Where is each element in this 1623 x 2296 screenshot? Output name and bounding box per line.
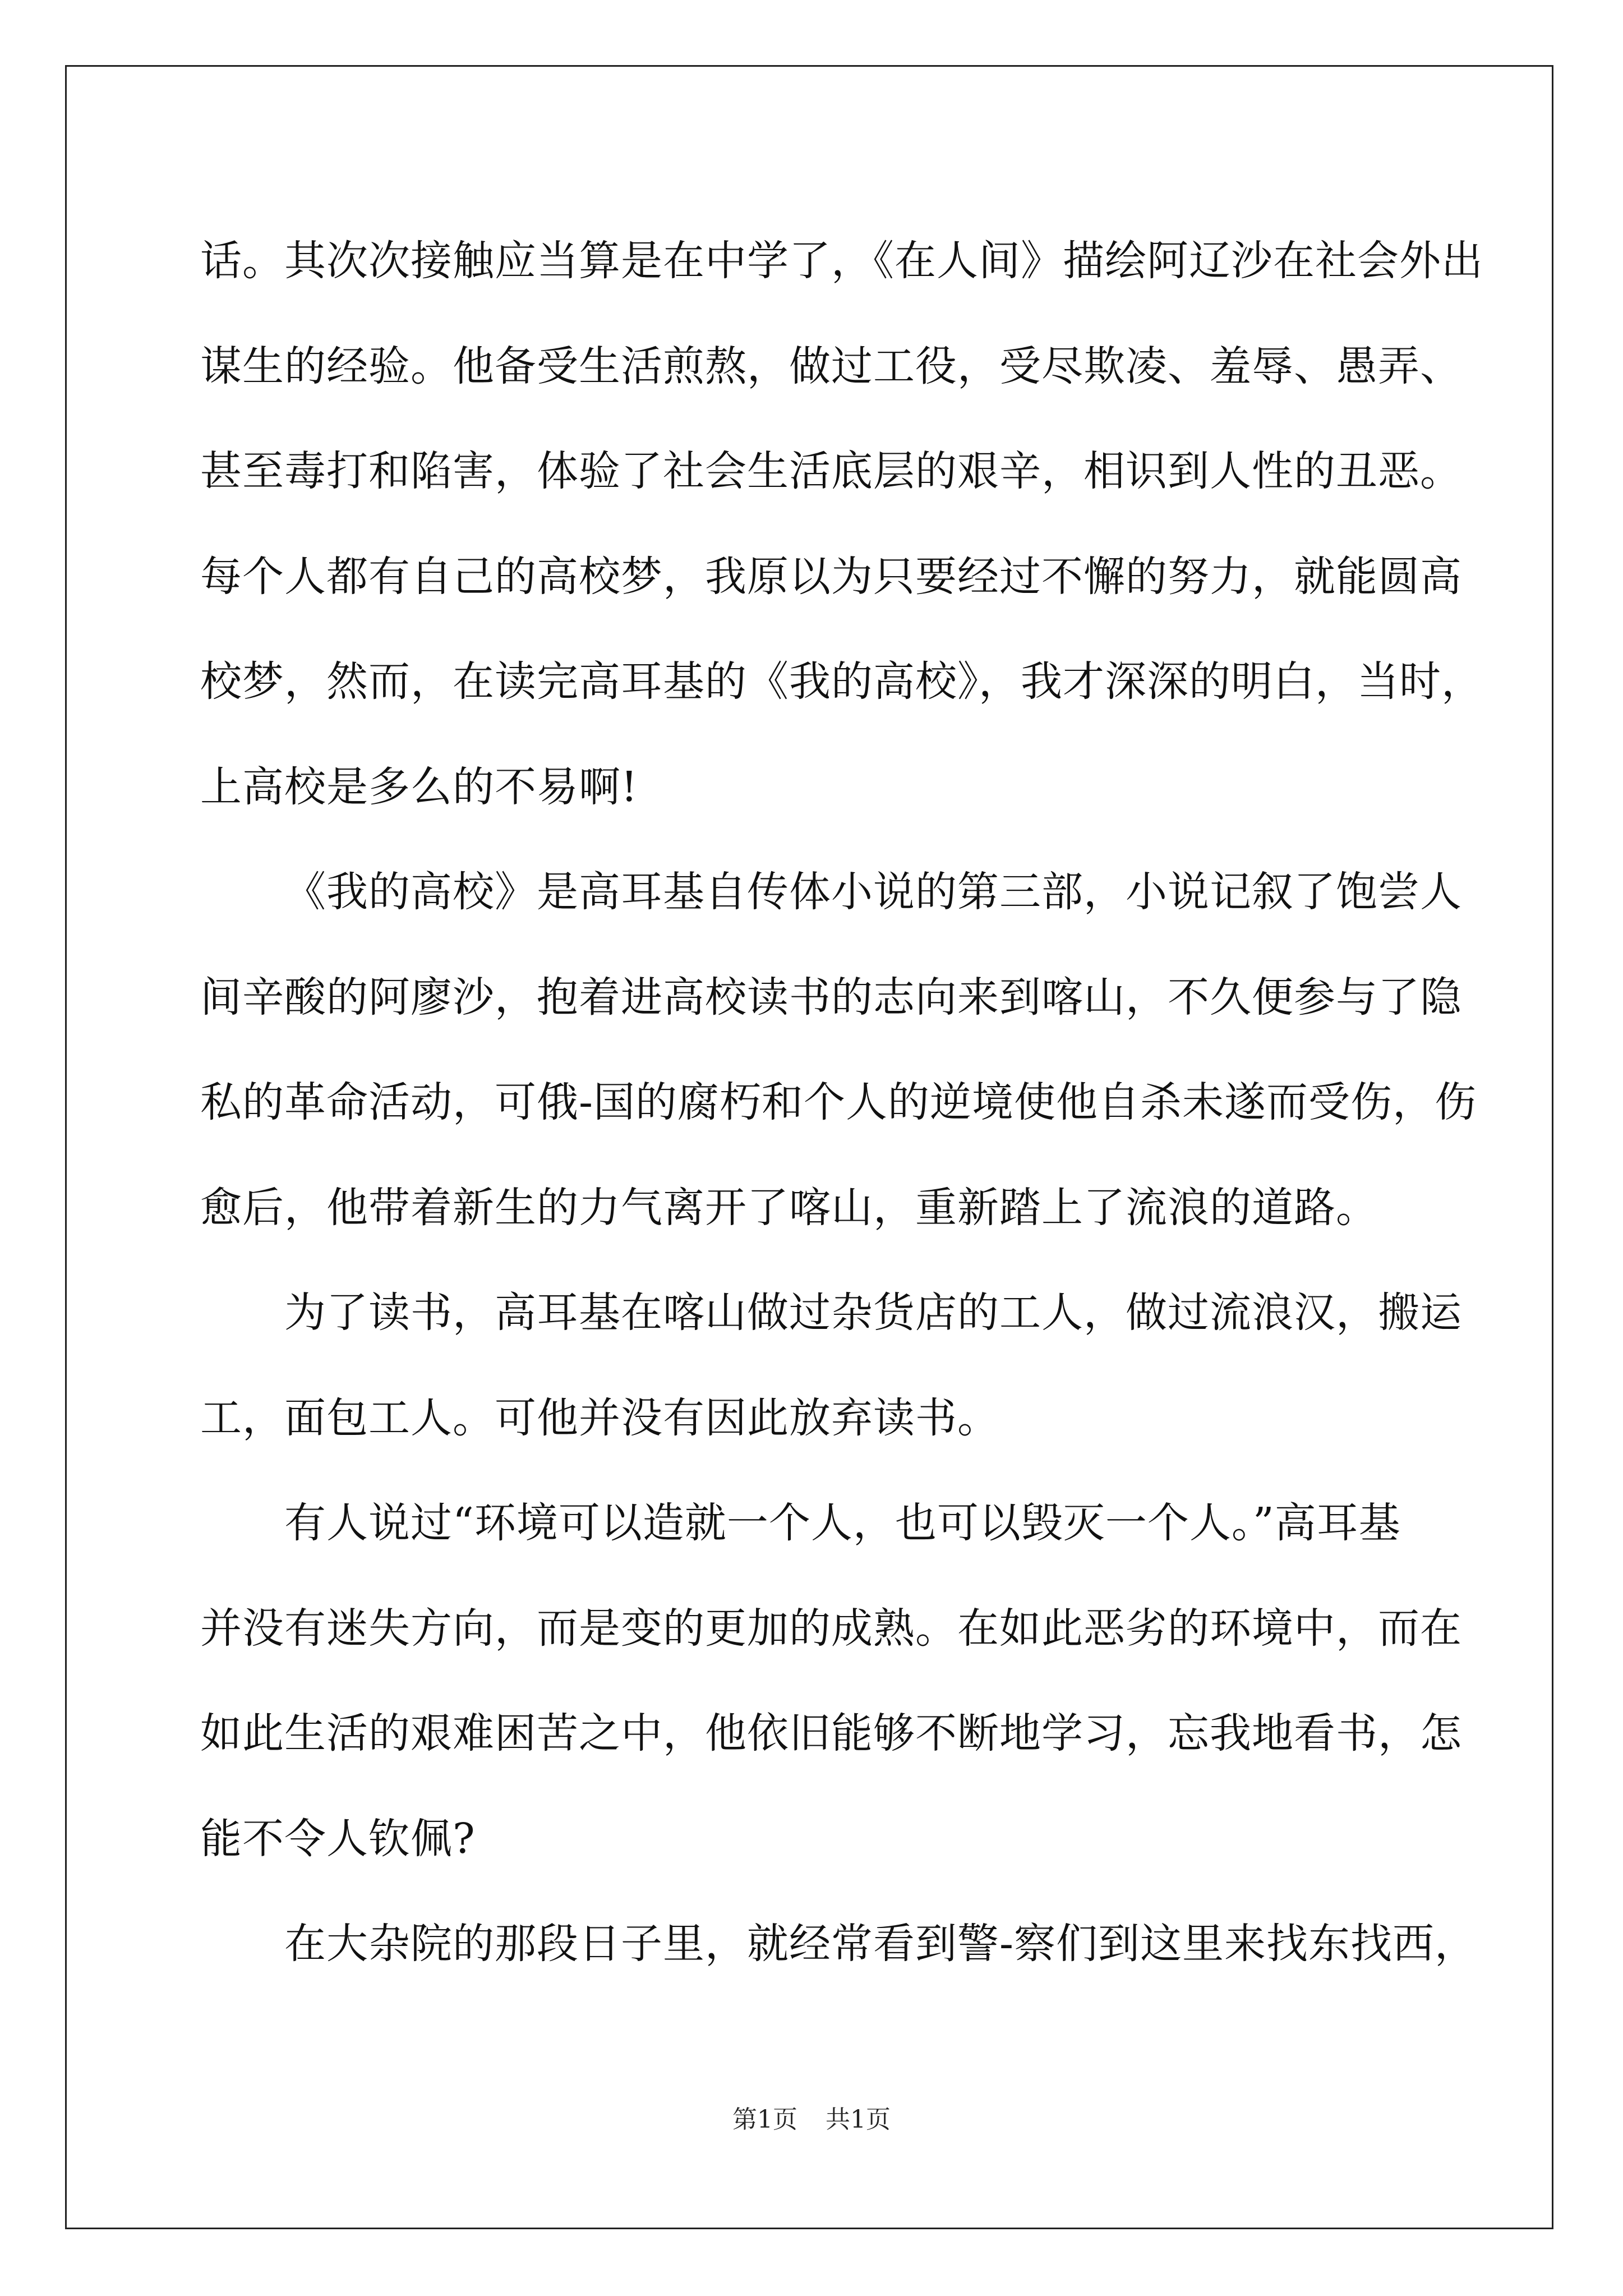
text-line: 话。其次次接触应当算是在中学了，《在人间》描绘阿辽沙在社会外出 bbox=[200, 237, 1483, 285]
document-body bbox=[200, 209, 1483, 1997]
text-line: 如此生活的艰难困苦之中，他依旧能够不断地学习，忘我地看书，怎 bbox=[200, 1709, 1462, 1757]
text-line: 谋生的经验。他备受生活煎熬，做过工役，受尽欺凌、羞辱、愚弄、 bbox=[200, 342, 1462, 390]
text-line: 校梦，然而，在读完高耳基的《我的高校》，我才深深的明白，当时， bbox=[200, 657, 1483, 706]
text-line: 上高校是多么的不易啊! bbox=[200, 762, 638, 811]
text-line: 工，面包工人。可他并没有因此放弃读书。 bbox=[200, 1393, 999, 1442]
text-line: 间辛酸的阿廖沙，抱着进高校读书的志向来到喀山，不久便参与了隐 bbox=[200, 973, 1462, 1022]
text-line: 每个人都有自己的高校梦，我原以为只要经过不懈的努力，就能圆高 bbox=[200, 552, 1462, 601]
text-line: 能不令人钦佩? bbox=[200, 1814, 476, 1863]
text-line: 《我的高校》是高耳基自传体小说的第三部，小说记叙了饱尝人 bbox=[284, 868, 1462, 916]
text-line: 私的革命活动，可俄-国的腐朽和个人的逆境使他自杀未遂而受伤，伤 bbox=[200, 1078, 1477, 1126]
text-line: 并没有迷失方向，而是变的更加的成熟。在如此恶劣的环境中，而在 bbox=[200, 1604, 1462, 1653]
page-number: 第1页 bbox=[732, 2105, 797, 2134]
page-count: 共1页 bbox=[826, 2105, 891, 2134]
text-line: 有人说过“环境可以造就一个人，也可以毁灭一个人。”高耳基 bbox=[284, 1499, 1401, 1547]
page-footer bbox=[0, 2099, 1623, 2135]
text-line: 在大杂院的那段日子里，就经常看到警-察们到这里来找东找西， bbox=[284, 1920, 1477, 1968]
text-line: 愈后，他带着新生的力气离开了喀山，重新踏上了流浪的道路。 bbox=[200, 1183, 1378, 1232]
text-line: 为了读书，高耳基在喀山做过杂货店的工人，做过流浪汉，搬运 bbox=[284, 1289, 1462, 1337]
text-line: 甚至毒打和陷害，体验了社会生活底层的艰辛，相识到人性的丑恶。 bbox=[200, 447, 1462, 495]
